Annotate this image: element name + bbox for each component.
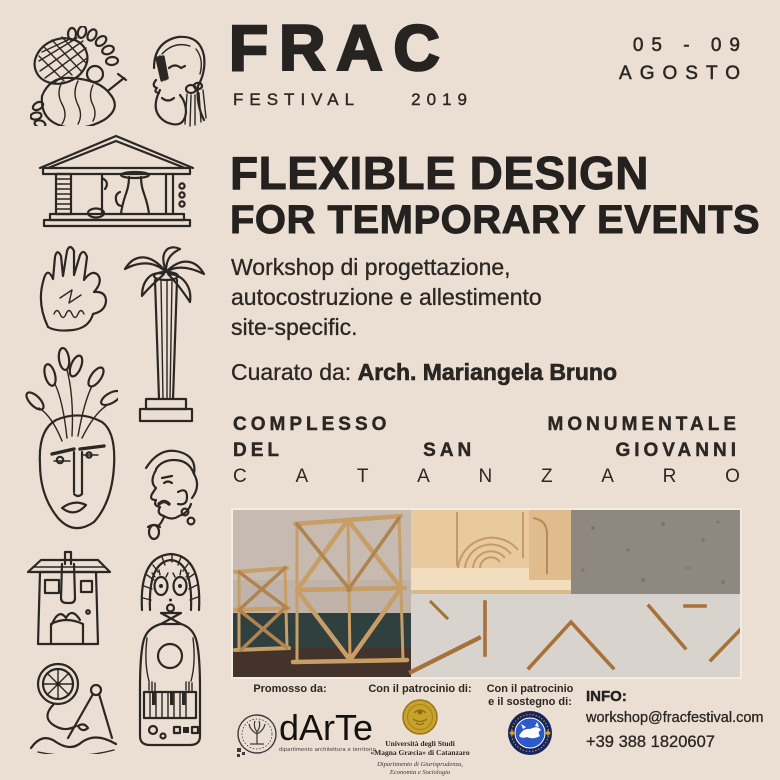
darte-seal-icon <box>233 710 279 760</box>
venue-line2: DEL SAN GIOVANNI <box>233 440 740 461</box>
house-with-bottle-icon <box>26 550 114 650</box>
greek-temple-icon <box>36 132 196 228</box>
frac-logo-subtitle <box>233 90 473 110</box>
patronage1-label: Con il patrocinio di: <box>368 683 472 695</box>
workshop-description: Workshop di progettazione, autocostruzione e allestimento site-specific. <box>231 254 542 340</box>
info-phone: +39 388 1820607 <box>586 733 715 751</box>
university-department: Dipartimento di Giurisprudenza, Economia e Sociologia <box>377 761 463 776</box>
curator-label: Cuarato da: <box>231 359 358 385</box>
university-coin-icon <box>402 699 438 735</box>
event-dates-days: 05 - 09 <box>632 35 748 56</box>
man-profile-icon <box>134 444 204 540</box>
venue-line1: COMPLESSO MONUMENTALE <box>233 414 740 435</box>
festival-year: 2019 <box>411 90 473 109</box>
poster-title-line1: FLEXIBLE DESIGN <box>230 147 649 199</box>
patronage2-label: Con il patrocinio e il sostegno di: <box>486 683 574 708</box>
curator-name: Arch. Mariangela Bruno <box>357 359 618 385</box>
event-dates-month: AGOSTO <box>619 63 748 84</box>
festival-word: FESTIVAL <box>233 90 361 109</box>
venue-city: C A T A N Z A R O <box>233 466 740 487</box>
venue-block <box>233 414 740 492</box>
poster-title-line2: FOR TEMPORARY EVENTS <box>230 198 761 242</box>
woman-profile-icon <box>126 28 210 128</box>
info-label: INFO: <box>586 688 627 705</box>
darte-caption: dipartimento architettura e territorio <box>279 747 376 753</box>
hand-icon <box>30 242 108 332</box>
palm-column-icon <box>120 244 212 436</box>
event-dates <box>560 32 748 88</box>
university-name: Università degli Studi «Magna Græcia» di Catanzaro <box>370 739 470 757</box>
info-email: workshop@fracfestival.com <box>586 710 764 726</box>
prickly-pear-fruits-icon <box>30 26 128 126</box>
promoter-label: Promosso da: <box>253 683 327 695</box>
ancient-idol-statue-icon <box>132 548 210 752</box>
foundation-logo-icon <box>507 710 553 756</box>
darte-wordmark: dArTe <box>279 707 374 748</box>
face-with-sprouts-icon <box>22 346 118 538</box>
photo-collage <box>233 510 740 677</box>
curator-line <box>231 359 617 386</box>
spinning-wheel-icon <box>26 656 120 754</box>
frac-logo: FRAC <box>229 12 451 84</box>
